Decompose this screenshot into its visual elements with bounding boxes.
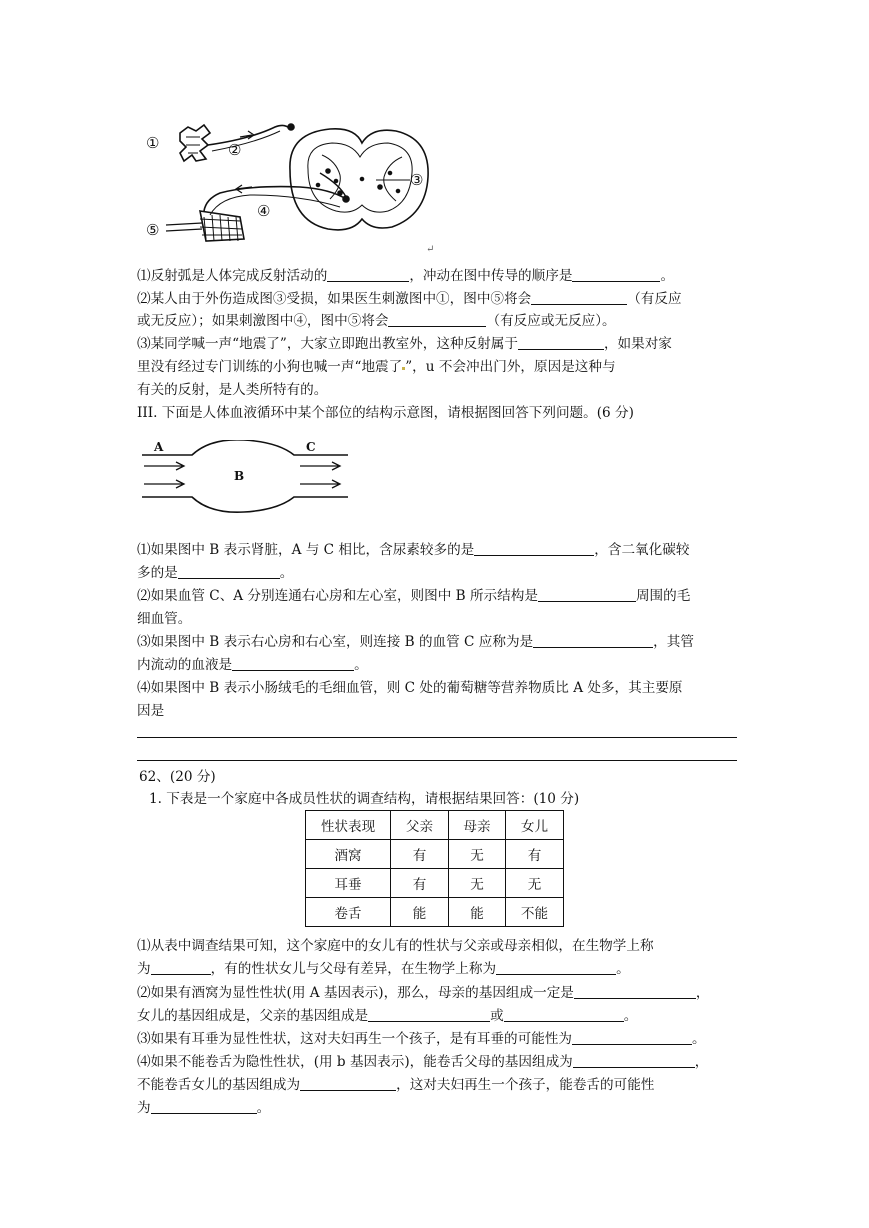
answer-blank[interactable] <box>531 290 627 305</box>
s2-q2-line1: ⑵某人由于外伤造成图③受损，如果医生刺激图中①，图中⑤将会 （有反应 <box>137 291 682 307</box>
table-cell: 无 <box>449 869 506 898</box>
s62-q2-line1: ⑵如果有酒窝为显性性状(用 A 基因表示)，那么，母亲的基因组成一定是 ， <box>137 985 710 1001</box>
flow-arrow-a2 <box>144 480 184 488</box>
table-cell: 卷舌 <box>306 898 391 927</box>
table-header-row <box>306 811 564 840</box>
s2-q3-line2: 里没有经过专门训练的小狗也喊一声“地震了 ”，u 不会冲出门外，原因是这种与 <box>137 359 616 375</box>
label-receptor: ① <box>146 134 160 152</box>
answer-blank[interactable] <box>368 1007 490 1022</box>
s62-q4-line2: 不能卷舌女儿的基因组成为 ，这对夫妇再生一个孩子，能卷舌的可能性 <box>137 1077 655 1093</box>
table-cell: 能 <box>449 898 506 927</box>
return-mark: ↵ <box>426 244 435 255</box>
s3-q4-line1: ⑷如果图中 B 表示小肠绒毛的毛细血管，则 C 处的葡萄糖等营养物质比 A 处多，其主要原 <box>137 680 683 696</box>
table-cell: 无 <box>449 840 506 869</box>
s2-q3-line3: 有关的反射，是人类所特有的。 <box>137 382 328 398</box>
answer-blank[interactable] <box>538 587 636 602</box>
table-cell: 无 <box>506 869 564 898</box>
table-header-cell: 母亲 <box>449 811 506 840</box>
table-cell: 不能 <box>506 898 564 927</box>
table-row <box>306 869 564 898</box>
s2-q2-line2: 或无反应）；如果刺激图中④，图中⑤将会 （有反应或无反应）。 <box>137 313 616 329</box>
s62-intro: 1. 下表是一个家庭中各成员性状的调查结构，请根据结果回答：(10 分) <box>149 791 580 807</box>
table-row <box>306 840 564 869</box>
s62-heading: 62、(20 分) <box>139 769 216 785</box>
s62-q1-line1: ⑴从表中调查结果可知，这个家庭中的女儿有的性状与父亲或母亲相似，在生物学上称 <box>137 938 654 954</box>
s2-q1-line: ⑴反射弧是人体完成反射活动的 ，冲动在图中传导的顺序是 。 <box>137 268 675 284</box>
s3-heading: III. 下面是人体血液循环中某个部位的结构示意图，请根据图回答下列问题。(6 分) <box>137 405 634 421</box>
vessel-top-wall <box>142 440 348 455</box>
answer-blank[interactable] <box>151 1099 257 1114</box>
table-cell: 有 <box>391 869 449 898</box>
blood-vessel-diagram <box>140 440 350 515</box>
answer-blank[interactable] <box>533 633 653 648</box>
answer-blank[interactable] <box>388 312 486 327</box>
trait-survey-table <box>305 810 564 927</box>
s62-q3-line: ⑶如果有耳垂为显性性状，这对夫妇再生一个孩子，是有耳垂的可能性为 。 <box>137 1031 706 1047</box>
label-a: A <box>154 440 164 454</box>
s3-q1-line2: 多的是 。 <box>137 565 294 581</box>
s62-q4-line3: 为 。 <box>137 1100 271 1116</box>
answer-blank[interactable] <box>573 1053 695 1068</box>
table-cell: 有 <box>391 840 449 869</box>
answer-rule-1[interactable] <box>137 737 737 738</box>
efferent-nerve-path <box>204 187 346 211</box>
s3-q3-line2: 内流动的血液是 。 <box>137 657 368 673</box>
answer-blank[interactable] <box>574 984 696 999</box>
table-cell: 酒窝 <box>306 840 391 869</box>
flow-arrow-c2 <box>300 480 340 488</box>
answer-blank[interactable] <box>474 541 594 556</box>
reflex-arc-diagram <box>140 115 440 255</box>
answer-blank[interactable] <box>151 960 211 975</box>
answer-blank[interactable] <box>504 1007 624 1022</box>
answer-blank[interactable] <box>572 267 660 282</box>
label-efferent: ④ <box>257 202 271 220</box>
table-cell: 耳垂 <box>306 869 391 898</box>
s3-q4-line2: 因是 <box>137 703 165 719</box>
answer-blank[interactable] <box>232 656 354 671</box>
vessel-bottom-wall <box>142 497 348 512</box>
flow-arrow-c <box>300 462 340 470</box>
label-afferent: ② <box>228 141 242 159</box>
answer-blank[interactable] <box>327 267 409 282</box>
flow-arrow-a <box>144 462 184 470</box>
table-cell: 能 <box>391 898 449 927</box>
s62-q1-line2: 为 ，有的性状女儿与父母有差异，在生物学上称为 。 <box>137 961 630 977</box>
answer-blank[interactable] <box>300 1076 396 1091</box>
answer-blank[interactable] <box>496 960 616 975</box>
s62-q4-line1: ⑷如果不能卷舌为隐性性状，(用 b 基因表示)，能卷舌父母的基因组成为 ， <box>137 1054 709 1070</box>
table-header-cell: 性状表现 <box>306 811 391 840</box>
table-cell: 有 <box>506 840 564 869</box>
s3-q2-line2: 细血管。 <box>137 611 192 627</box>
table-header-cell: 女儿 <box>506 811 564 840</box>
spinal-cord-outline <box>290 129 428 230</box>
s3-q3-line1: ⑶如果图中 B 表示右心房和右心室，则连接 B 的血管 C 应称为是 ，其管 <box>137 634 694 650</box>
receptor-skin-shape <box>180 125 210 161</box>
label-center: ③ <box>410 171 424 189</box>
label-effector: ⑤ <box>146 221 160 239</box>
table-row <box>306 898 564 927</box>
answer-blank[interactable] <box>572 1030 692 1045</box>
s3-q1-line1: ⑴如果图中 B 表示肾脏，A 与 C 相比，含尿素较多的是 ，含二氧化碳较 <box>137 542 690 558</box>
label-b: B <box>234 469 245 483</box>
s62-q2-line2: 女儿的基因组成是，父亲的基因组成是 或 。 <box>137 1008 638 1024</box>
s2-q3-line1: ⑶某同学喊一声“地震了”，大家立即跑出教室外，这种反射属于 ，如果对家 <box>137 336 672 352</box>
table-header-cell: 父亲 <box>391 811 449 840</box>
answer-rule-2[interactable] <box>137 760 737 761</box>
label-c: C <box>306 440 316 454</box>
s3-q2-line1: ⑵如果血管 C、A 分别连通右心房和左心室，则图中 B 所示结构是 周围的毛 <box>137 588 691 604</box>
answer-blank[interactable] <box>518 335 604 350</box>
answer-blank[interactable] <box>178 564 280 579</box>
